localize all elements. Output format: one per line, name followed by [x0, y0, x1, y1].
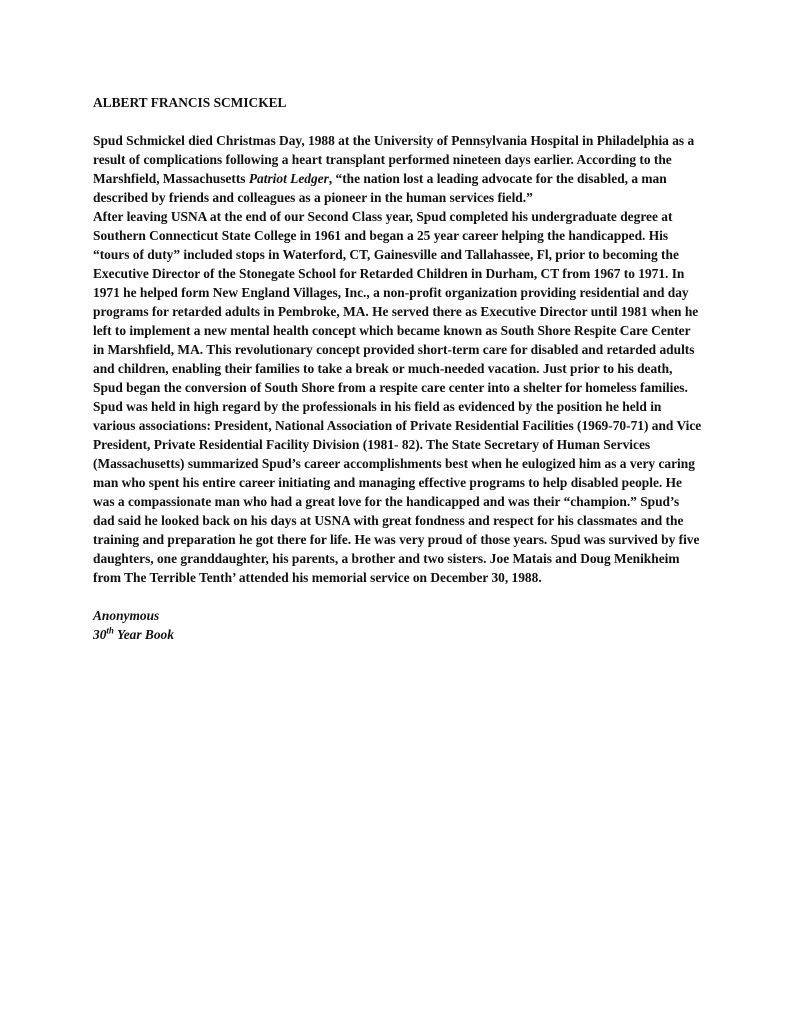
- paragraph-text: Spud Schmickel died Christmas Day, 1988 at the University of Pennsylvania Hospital in Philadelphia as a result of complications following a heart transplant performed nineteen days earlier. According to the Marshfield, Massachusetts: [93, 133, 695, 186]
- signature-block: [93, 606, 703, 644]
- document-body: [93, 131, 703, 587]
- signature-author: Anonymous: [93, 608, 160, 623]
- signature-source: [93, 625, 703, 644]
- document-page: [93, 93, 703, 644]
- newspaper-name: Patriot Ledger: [248, 171, 329, 186]
- document-title: ALBERT FRANCIS SCMICKEL: [93, 95, 287, 110]
- source-number: 30: [93, 627, 107, 642]
- source-ordinal-suffix: th: [106, 625, 114, 636]
- paragraph-text: , “the nation lost a leading advocate for the disabled, a man described by friends and colleagues as a pioneer in the human services field.”: [93, 171, 667, 205]
- paragraph-legacy: Spud was held in high regard by the professionals in his field as evidenced by the position he held in various associations: President, National Association of Private Residential Facilities (1969-70-71) and Vice President, Private Residential Facility Division (1981- 82). The State Secretary of Human Services (Massachusetts) summarized Spud’s career accomplishments best when he eulogized him as a very caring man who spent his entire career initiating and managing effective programs to help disabled people. He was a compassionate man who had a great love for the handicapped and was their “champion.” Spud’s dad said he looked back on his days at USNA with great fondness and respect for his classmates and the training and preparation he got there for life. He was very proud of those years. Spud was survived by five daughters, one granddaughter, his parents, a brother and two sisters. Joe Matais and Doug Menikheim from The Terrible Tenth’ attended his memorial service on December 30, 1988.: [93, 399, 702, 585]
- paragraph-death-notice: [93, 131, 703, 207]
- source-title: Year Book: [113, 627, 174, 642]
- paragraph-career: After leaving USNA at the end of our Second Class year, Spud completed his undergraduate degree at Southern Connecticut State College in 1961 and began a 25 year career helping the handicapped. His “tours of duty” included stops in Waterford, CT, Gainesville and Tallahassee, Fl, prior to becoming the Executive Director of the Stonegate School for Retarded Children in Durham, CT from 1967 to 1971. In 1971 he helped form New England Villages, Inc., a non-profit organization providing residential and day programs for retarded adults in Pembroke, MA. He served there as Executive Director until 1981 when he left to implement a new mental health concept which became known as South Shore Respite Care Center in Marshfield, MA. This revolutionary concept provided short-term care for disabled and retarded adults and children, enabling their families to take a break or much-needed vacation. Just prior to his death, Spud began the conversion of South Shore from a respite care center into a shelter for homeless families.: [93, 209, 699, 395]
